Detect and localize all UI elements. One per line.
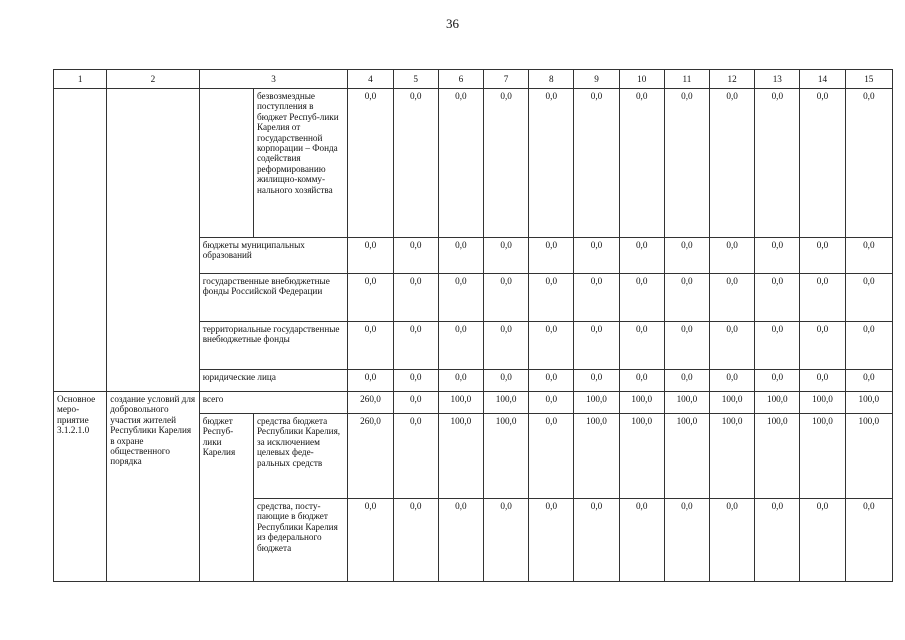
value-cell: 0,0 xyxy=(483,322,528,370)
value-cell: 0,0 xyxy=(619,322,664,370)
value-cell: 0,0 xyxy=(800,89,845,238)
value-cell: 100,0 xyxy=(755,414,800,499)
row-label: средства бюджета Республики Карелия, за исключением целевых феде-ральных средств xyxy=(253,414,347,499)
header-cell: 4 xyxy=(348,70,393,89)
value-cell: 0,0 xyxy=(664,370,709,392)
header-cell: 8 xyxy=(529,70,574,89)
value-cell: 0,0 xyxy=(348,89,393,238)
value-cell: 0,0 xyxy=(529,238,574,274)
value-cell: 0,0 xyxy=(800,238,845,274)
value-cell: 0,0 xyxy=(393,238,438,274)
row-label: средства, посту-пающие в бюджет Республики Карелия из федерального бюджета xyxy=(253,499,347,582)
table-row xyxy=(54,392,893,414)
header-cell: 7 xyxy=(483,70,528,89)
value-cell: 0,0 xyxy=(438,370,483,392)
value-cell: 0,0 xyxy=(438,274,483,322)
header-cell: 14 xyxy=(800,70,845,89)
measure-description: создание условий для добровольного участия жителей Республики Карелия в охране общественного порядка xyxy=(107,392,199,582)
value-cell: 0,0 xyxy=(393,322,438,370)
value-cell: 0,0 xyxy=(393,274,438,322)
header-cell: 6 xyxy=(438,70,483,89)
total-label: всего xyxy=(199,392,348,414)
value-cell: 100,0 xyxy=(664,392,709,414)
header-cell: 9 xyxy=(574,70,619,89)
budget-table xyxy=(53,69,893,582)
value-cell: 100,0 xyxy=(664,414,709,499)
value-cell: 0,0 xyxy=(800,322,845,370)
value-cell: 0,0 xyxy=(393,414,438,499)
value-cell: 100,0 xyxy=(438,414,483,499)
value-cell: 100,0 xyxy=(755,392,800,414)
value-cell: 0,0 xyxy=(574,274,619,322)
header-cell: 1 xyxy=(54,70,107,89)
header-cell: 13 xyxy=(755,70,800,89)
value-cell: 0,0 xyxy=(574,322,619,370)
value-cell: 100,0 xyxy=(438,392,483,414)
value-cell: 100,0 xyxy=(800,414,845,499)
value-cell: 100,0 xyxy=(483,414,528,499)
value-cell: 100,0 xyxy=(483,392,528,414)
value-cell: 100,0 xyxy=(619,392,664,414)
value-cell: 0,0 xyxy=(529,414,574,499)
value-cell: 0,0 xyxy=(845,322,892,370)
header-row xyxy=(54,70,893,89)
row-label: безвозмездные поступления в бюджет Респуб-лики Карелия от государственной корпорации – Фонда содействия реформированию жилищно-комму-нального хозяйства xyxy=(253,89,347,238)
header-cell: 15 xyxy=(845,70,892,89)
measure-code: Основное меро-приятие 3.1.2.1.0 xyxy=(54,392,107,582)
value-cell: 0,0 xyxy=(529,499,574,582)
value-cell: 0,0 xyxy=(393,89,438,238)
value-cell: 0,0 xyxy=(619,370,664,392)
value-cell: 0,0 xyxy=(619,89,664,238)
value-cell: 0,0 xyxy=(529,322,574,370)
value-cell: 0,0 xyxy=(710,499,755,582)
value-cell: 0,0 xyxy=(619,499,664,582)
budget-group-label: бюджет Респуб-лики Карелия xyxy=(199,414,253,582)
value-cell: 100,0 xyxy=(845,392,892,414)
value-cell: 0,0 xyxy=(664,322,709,370)
value-cell: 0,0 xyxy=(483,370,528,392)
value-cell: 0,0 xyxy=(438,499,483,582)
value-cell: 0,0 xyxy=(710,370,755,392)
value-cell: 260,0 xyxy=(348,414,393,499)
value-cell: 0,0 xyxy=(393,370,438,392)
empty-cell xyxy=(199,89,253,238)
value-cell: 0,0 xyxy=(619,274,664,322)
value-cell: 0,0 xyxy=(755,370,800,392)
value-cell: 0,0 xyxy=(664,499,709,582)
value-cell: 0,0 xyxy=(755,322,800,370)
value-cell: 0,0 xyxy=(529,89,574,238)
value-cell: 100,0 xyxy=(574,392,619,414)
table-row xyxy=(54,89,893,238)
value-cell: 0,0 xyxy=(348,322,393,370)
value-cell: 0,0 xyxy=(619,238,664,274)
value-cell: 0,0 xyxy=(438,238,483,274)
value-cell: 0,0 xyxy=(393,499,438,582)
value-cell: 0,0 xyxy=(348,499,393,582)
page-number: 36 xyxy=(446,16,459,31)
value-cell: 100,0 xyxy=(574,414,619,499)
header-cell: 12 xyxy=(710,70,755,89)
value-cell: 0,0 xyxy=(393,392,438,414)
row-label: государственные внебюджетные фонды Российской Федерации xyxy=(199,274,348,322)
value-cell: 0,0 xyxy=(845,89,892,238)
row-label: территориальные государственные внебюджетные фонды xyxy=(199,322,348,370)
header-cell: 2 xyxy=(107,70,199,89)
value-cell: 0,0 xyxy=(710,322,755,370)
value-cell: 0,0 xyxy=(710,89,755,238)
value-cell: 0,0 xyxy=(845,274,892,322)
value-cell: 0,0 xyxy=(664,89,709,238)
value-cell: 0,0 xyxy=(438,89,483,238)
header-cell: 11 xyxy=(664,70,709,89)
row-label: бюджеты муниципальных образований xyxy=(199,238,348,274)
header-cell: 10 xyxy=(619,70,664,89)
value-cell: 0,0 xyxy=(845,370,892,392)
value-cell: 0,0 xyxy=(483,89,528,238)
value-cell: 0,0 xyxy=(800,370,845,392)
value-cell: 0,0 xyxy=(755,274,800,322)
value-cell: 100,0 xyxy=(619,414,664,499)
value-cell: 100,0 xyxy=(845,414,892,499)
value-cell: 0,0 xyxy=(845,499,892,582)
value-cell: 0,0 xyxy=(664,238,709,274)
value-cell: 0,0 xyxy=(483,238,528,274)
row-label: юридические лица xyxy=(199,370,348,392)
value-cell: 100,0 xyxy=(800,392,845,414)
value-cell: 100,0 xyxy=(710,392,755,414)
header-cell: 5 xyxy=(393,70,438,89)
empty-cell xyxy=(107,89,199,392)
value-cell: 260,0 xyxy=(348,392,393,414)
value-cell: 0,0 xyxy=(574,238,619,274)
value-cell: 0,0 xyxy=(529,274,574,322)
value-cell: 0,0 xyxy=(800,274,845,322)
value-cell: 0,0 xyxy=(348,238,393,274)
value-cell: 0,0 xyxy=(574,370,619,392)
value-cell: 0,0 xyxy=(574,89,619,238)
value-cell: 0,0 xyxy=(348,274,393,322)
value-cell: 0,0 xyxy=(755,499,800,582)
value-cell: 0,0 xyxy=(483,274,528,322)
value-cell: 0,0 xyxy=(664,274,709,322)
value-cell: 100,0 xyxy=(710,414,755,499)
value-cell: 0,0 xyxy=(529,392,574,414)
value-cell: 0,0 xyxy=(574,499,619,582)
value-cell: 0,0 xyxy=(483,499,528,582)
empty-cell xyxy=(54,89,107,392)
value-cell: 0,0 xyxy=(755,238,800,274)
value-cell: 0,0 xyxy=(845,238,892,274)
value-cell: 0,0 xyxy=(710,238,755,274)
value-cell: 0,0 xyxy=(438,322,483,370)
value-cell: 0,0 xyxy=(348,370,393,392)
value-cell: 0,0 xyxy=(710,274,755,322)
value-cell: 0,0 xyxy=(800,499,845,582)
header-cell: 3 xyxy=(199,70,348,89)
value-cell: 0,0 xyxy=(755,89,800,238)
value-cell: 0,0 xyxy=(529,370,574,392)
